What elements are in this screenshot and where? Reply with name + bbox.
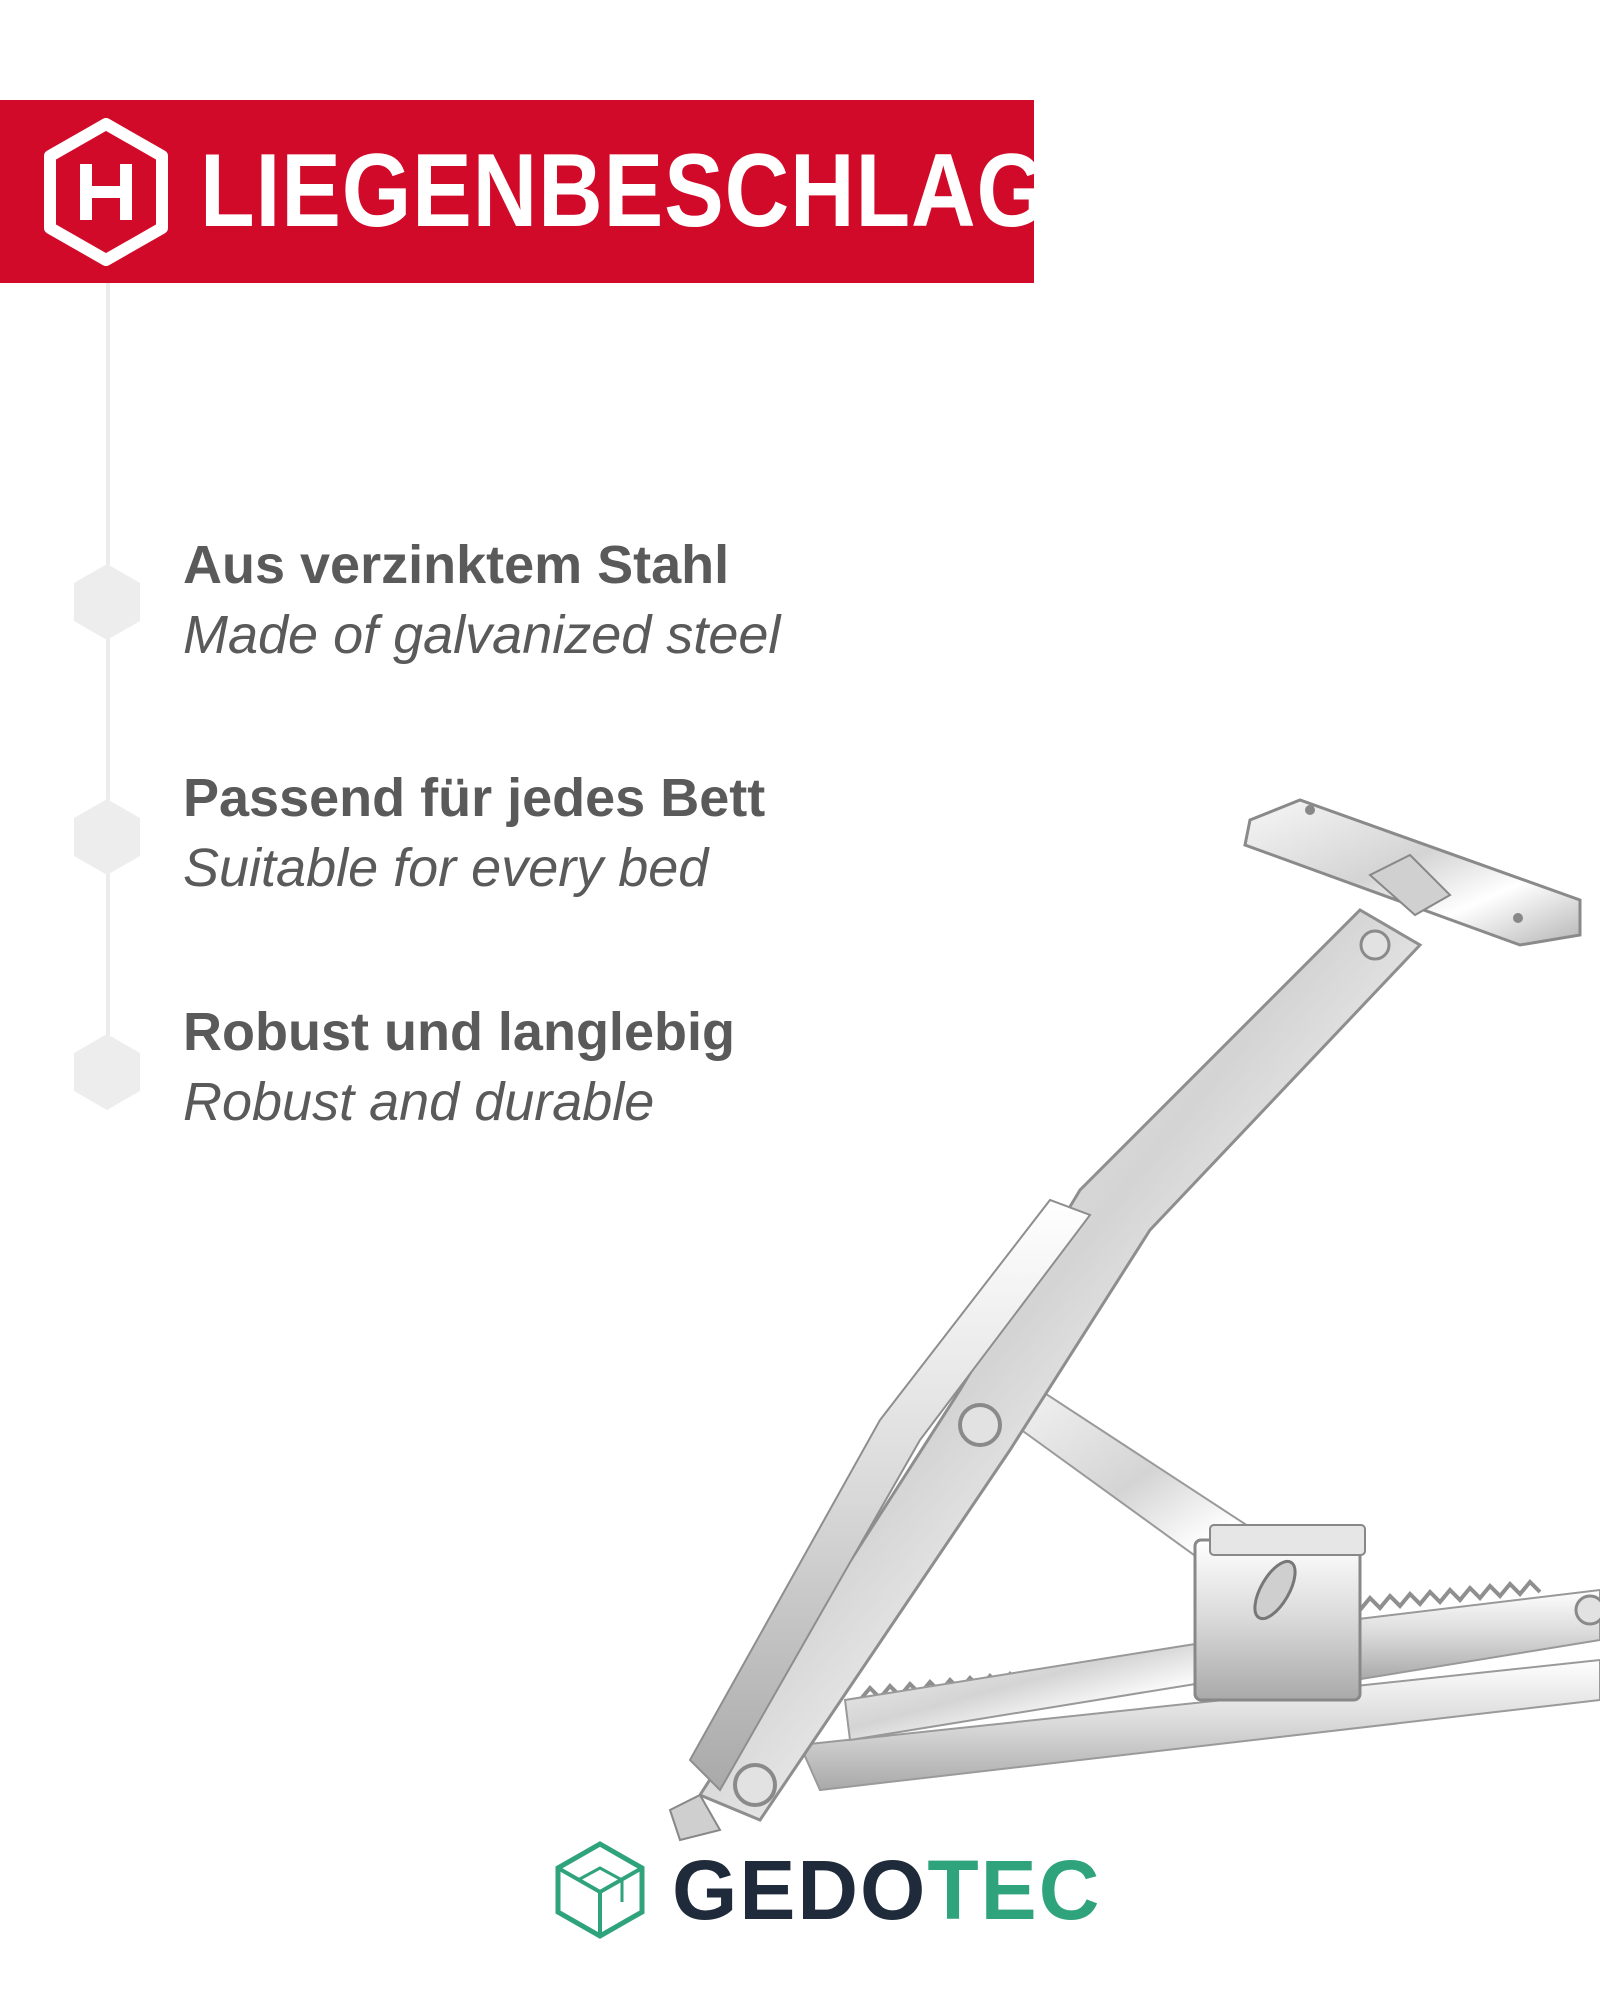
feature-subtitle-en: Robust and durable — [183, 1072, 655, 1132]
hexagon-h-icon — [42, 118, 170, 266]
gedotec-logo — [550, 1835, 1102, 1945]
gedotec-cube-logo — [550, 1840, 650, 1940]
timeline-line — [106, 283, 110, 1103]
title-banner — [0, 100, 1047, 283]
feature-subtitle-en: Suitable for every bed — [183, 838, 709, 898]
hexagon-bullet-icon — [72, 562, 142, 642]
logo-text-green: TEC — [927, 1843, 1102, 1937]
logo-wordmark — [672, 1835, 1101, 1945]
feature-title-de: Aus verzinktem Stahl — [183, 535, 730, 595]
feature-subtitle-en: Made of galvanized steel — [183, 605, 781, 665]
hexagon-bullet-icon — [72, 797, 142, 877]
banner-title: LIEGENBESCHLAG — [200, 133, 1047, 249]
feature-item — [183, 530, 780, 670]
hexagon-bullet-icon — [72, 1032, 142, 1112]
feature-title-de: Passend für jedes Bett — [183, 768, 766, 828]
feature-title-de: Robust und langlebig — [183, 1002, 735, 1062]
bed-fitting-image — [650, 780, 1600, 1860]
logo-text-dark: GEDO — [672, 1843, 928, 1937]
